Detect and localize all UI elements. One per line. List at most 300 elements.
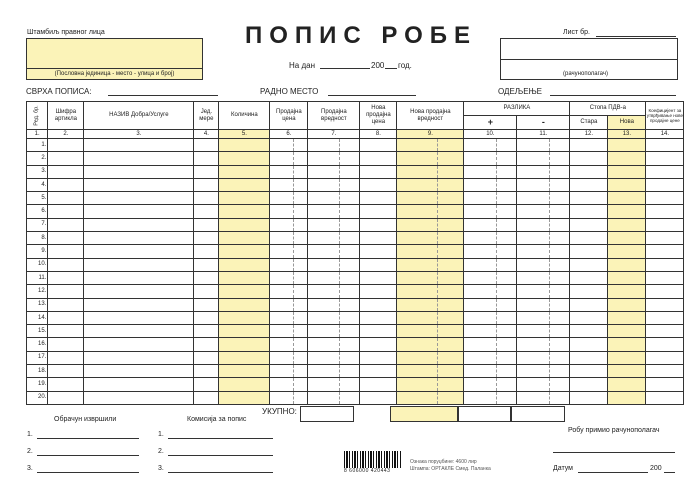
table-cell[interactable] xyxy=(570,258,608,271)
table-cell[interactable] xyxy=(646,258,684,271)
table-cell[interactable] xyxy=(270,351,308,364)
table-cell[interactable] xyxy=(608,165,646,178)
table-cell[interactable] xyxy=(270,325,308,338)
table-cell[interactable] xyxy=(270,245,308,258)
table-cell[interactable] xyxy=(219,391,270,404)
table-cell[interactable] xyxy=(84,258,194,271)
total-plus-cell[interactable] xyxy=(457,406,512,422)
table-cell[interactable] xyxy=(270,285,308,298)
table-cell[interactable] xyxy=(84,232,194,245)
total-value-cell[interactable] xyxy=(300,406,354,422)
row-number: 9. xyxy=(27,245,48,258)
table-cell[interactable] xyxy=(608,311,646,324)
table-cell[interactable] xyxy=(646,245,684,258)
table-cell[interactable] xyxy=(517,351,570,364)
table-cell[interactable] xyxy=(219,298,270,311)
table-cell[interactable] xyxy=(308,325,360,338)
table-cell[interactable] xyxy=(570,205,608,218)
table-cell[interactable] xyxy=(48,152,84,165)
table-cell[interactable] xyxy=(397,192,464,205)
received-signature[interactable] xyxy=(553,452,675,453)
table-cell[interactable] xyxy=(397,205,464,218)
table-cell[interactable] xyxy=(84,311,194,324)
table-cell[interactable] xyxy=(48,218,84,231)
table-row xyxy=(27,271,684,284)
table-cell[interactable] xyxy=(517,139,570,152)
table-cell[interactable] xyxy=(270,391,308,404)
table-cell[interactable] xyxy=(646,325,684,338)
table-cell[interactable] xyxy=(360,298,397,311)
table-cell[interactable] xyxy=(360,285,397,298)
table-cell[interactable] xyxy=(360,245,397,258)
table-cell[interactable] xyxy=(360,351,397,364)
table-cell[interactable] xyxy=(464,165,517,178)
table-cell[interactable] xyxy=(219,152,270,165)
table-cell[interactable] xyxy=(219,338,270,351)
purpose-field[interactable] xyxy=(108,95,218,96)
table-cell[interactable] xyxy=(608,232,646,245)
row-number: 10. xyxy=(27,258,48,271)
table-cell[interactable] xyxy=(608,285,646,298)
table-cell[interactable] xyxy=(397,245,464,258)
table-cell[interactable] xyxy=(84,271,194,284)
table-cell[interactable] xyxy=(608,378,646,391)
table-cell[interactable] xyxy=(397,258,464,271)
table-cell[interactable] xyxy=(517,325,570,338)
table-cell[interactable] xyxy=(360,271,397,284)
footer-date-year-field[interactable] xyxy=(664,472,675,473)
footer-date-field[interactable] xyxy=(578,472,648,473)
table-cell[interactable] xyxy=(219,311,270,324)
table-cell[interactable] xyxy=(219,365,270,378)
table-cell[interactable] xyxy=(308,258,360,271)
table-cell[interactable] xyxy=(48,325,84,338)
table-cell[interactable] xyxy=(646,285,684,298)
table-cell[interactable] xyxy=(194,298,219,311)
table-cell[interactable] xyxy=(308,152,360,165)
table-cell[interactable] xyxy=(48,351,84,364)
table-cell[interactable] xyxy=(194,232,219,245)
table-cell[interactable] xyxy=(646,378,684,391)
table-cell[interactable] xyxy=(464,298,517,311)
table-cell[interactable] xyxy=(48,365,84,378)
table-cell[interactable] xyxy=(308,178,360,191)
table-cell[interactable] xyxy=(570,165,608,178)
table-cell[interactable] xyxy=(397,165,464,178)
table-cell[interactable] xyxy=(270,271,308,284)
table-cell[interactable] xyxy=(270,338,308,351)
table-row xyxy=(27,365,684,378)
table-cell[interactable] xyxy=(84,139,194,152)
table-cell[interactable] xyxy=(517,205,570,218)
table-cell[interactable] xyxy=(219,271,270,284)
table-cell[interactable] xyxy=(48,165,84,178)
table-cell[interactable] xyxy=(517,192,570,205)
decimal-divider xyxy=(293,365,308,377)
table-cell[interactable] xyxy=(219,205,270,218)
table-cell[interactable] xyxy=(608,205,646,218)
table-cell[interactable] xyxy=(570,285,608,298)
table-cell[interactable] xyxy=(48,245,84,258)
table-cell[interactable] xyxy=(646,218,684,231)
calc-mark-2: 2. xyxy=(27,448,33,455)
table-cell[interactable] xyxy=(270,165,308,178)
table-cell[interactable] xyxy=(84,245,194,258)
table-cell[interactable] xyxy=(194,245,219,258)
table-cell[interactable] xyxy=(570,152,608,165)
table-cell[interactable] xyxy=(570,311,608,324)
commission-signature-1[interactable] xyxy=(168,438,273,439)
table-cell[interactable] xyxy=(84,218,194,231)
table-cell[interactable] xyxy=(464,285,517,298)
table-cell[interactable] xyxy=(194,338,219,351)
table-cell[interactable] xyxy=(397,285,464,298)
table-cell[interactable] xyxy=(219,325,270,338)
table-cell[interactable] xyxy=(646,232,684,245)
table-cell[interactable] xyxy=(570,391,608,404)
table-cell[interactable] xyxy=(608,351,646,364)
table-cell[interactable] xyxy=(270,311,308,324)
table-cell[interactable] xyxy=(464,232,517,245)
total-minus-cell[interactable] xyxy=(510,406,565,422)
table-cell[interactable] xyxy=(308,311,360,324)
table-cell[interactable] xyxy=(308,351,360,364)
table-cell[interactable] xyxy=(464,338,517,351)
table-cell[interactable] xyxy=(194,365,219,378)
table-cell[interactable] xyxy=(194,378,219,391)
table-cell[interactable] xyxy=(194,258,219,271)
table-cell[interactable] xyxy=(464,245,517,258)
table-cell[interactable] xyxy=(608,271,646,284)
table-cell[interactable] xyxy=(48,285,84,298)
table-cell[interactable] xyxy=(360,365,397,378)
table-cell[interactable] xyxy=(270,218,308,231)
table-cell[interactable] xyxy=(464,391,517,404)
table-cell[interactable] xyxy=(360,205,397,218)
table-cell[interactable] xyxy=(646,192,684,205)
table-cell[interactable] xyxy=(464,325,517,338)
table-cell[interactable] xyxy=(360,391,397,404)
table-cell[interactable] xyxy=(84,365,194,378)
table-cell[interactable] xyxy=(570,271,608,284)
decimal-divider xyxy=(549,232,570,244)
row-number: 1. xyxy=(27,139,48,152)
table-cell[interactable] xyxy=(464,365,517,378)
table-cell[interactable] xyxy=(360,258,397,271)
table-cell[interactable] xyxy=(608,365,646,378)
table-cell[interactable] xyxy=(219,232,270,245)
table-cell[interactable] xyxy=(194,285,219,298)
table-cell[interactable] xyxy=(48,192,84,205)
table-cell[interactable] xyxy=(84,205,194,218)
table-cell[interactable] xyxy=(219,139,270,152)
table-cell[interactable] xyxy=(397,351,464,364)
table-cell[interactable] xyxy=(308,245,360,258)
table-cell[interactable] xyxy=(570,378,608,391)
table-cell[interactable] xyxy=(360,311,397,324)
table-cell[interactable] xyxy=(517,365,570,378)
table-cell[interactable] xyxy=(48,378,84,391)
table-cell[interactable] xyxy=(360,152,397,165)
table-cell[interactable] xyxy=(397,218,464,231)
table-cell[interactable] xyxy=(646,338,684,351)
commission-signature-2[interactable] xyxy=(168,455,273,456)
table-cell[interactable] xyxy=(608,258,646,271)
table-cell[interactable] xyxy=(308,205,360,218)
table-cell[interactable] xyxy=(646,311,684,324)
table-cell[interactable] xyxy=(48,298,84,311)
table-cell[interactable] xyxy=(397,139,464,152)
table-cell[interactable] xyxy=(308,192,360,205)
table-cell[interactable] xyxy=(270,178,308,191)
table-cell[interactable] xyxy=(646,391,684,404)
table-cell[interactable] xyxy=(464,192,517,205)
calc-signature-3[interactable] xyxy=(37,472,139,473)
commission-signature-3[interactable] xyxy=(168,472,273,473)
row-number: 8. xyxy=(27,232,48,245)
table-cell[interactable] xyxy=(517,258,570,271)
table-cell[interactable] xyxy=(360,325,397,338)
table-cell[interactable] xyxy=(48,311,84,324)
table-cell[interactable] xyxy=(270,192,308,205)
table-cell[interactable] xyxy=(308,285,360,298)
table-cell[interactable] xyxy=(397,152,464,165)
table-cell[interactable] xyxy=(194,271,219,284)
table-cell[interactable] xyxy=(464,152,517,165)
table-cell[interactable] xyxy=(219,178,270,191)
table-cell[interactable] xyxy=(360,192,397,205)
table-cell[interactable] xyxy=(84,178,194,191)
table-cell[interactable] xyxy=(360,165,397,178)
table-cell[interactable] xyxy=(646,152,684,165)
table-cell[interactable] xyxy=(464,218,517,231)
table-cell[interactable] xyxy=(84,378,194,391)
department-field[interactable] xyxy=(550,95,676,96)
table-cell[interactable] xyxy=(308,391,360,404)
table-cell[interactable] xyxy=(517,391,570,404)
row-number: 6. xyxy=(27,205,48,218)
table-cell[interactable] xyxy=(646,351,684,364)
table-cell[interactable] xyxy=(570,192,608,205)
table-cell[interactable] xyxy=(48,271,84,284)
table-cell[interactable] xyxy=(464,378,517,391)
table-cell[interactable] xyxy=(219,378,270,391)
table-cell[interactable] xyxy=(570,325,608,338)
table-cell[interactable] xyxy=(48,338,84,351)
table-cell[interactable] xyxy=(219,218,270,231)
table-cell[interactable] xyxy=(84,351,194,364)
table-cell[interactable] xyxy=(270,298,308,311)
calc-signature-1[interactable] xyxy=(37,438,139,439)
table-cell[interactable] xyxy=(570,298,608,311)
table-cell[interactable] xyxy=(194,325,219,338)
table-cell[interactable] xyxy=(464,258,517,271)
table-cell[interactable] xyxy=(308,218,360,231)
table-cell[interactable] xyxy=(48,391,84,404)
calc-mark-1: 1. xyxy=(27,431,33,438)
total-new-value-cell[interactable] xyxy=(390,406,459,422)
table-cell[interactable] xyxy=(397,298,464,311)
table-cell[interactable] xyxy=(517,311,570,324)
table-cell[interactable] xyxy=(517,218,570,231)
table-cell[interactable] xyxy=(360,139,397,152)
table-cell[interactable] xyxy=(308,298,360,311)
table-cell[interactable] xyxy=(570,139,608,152)
table-cell[interactable] xyxy=(517,165,570,178)
table-cell[interactable] xyxy=(464,139,517,152)
date-year-field[interactable] xyxy=(385,68,397,69)
table-cell[interactable] xyxy=(308,338,360,351)
table-cell[interactable] xyxy=(646,365,684,378)
table-cell[interactable] xyxy=(464,205,517,218)
table-cell[interactable] xyxy=(397,325,464,338)
table-cell[interactable] xyxy=(646,298,684,311)
table-cell[interactable] xyxy=(194,152,219,165)
table-cell[interactable] xyxy=(397,365,464,378)
table-cell[interactable] xyxy=(84,325,194,338)
table-cell[interactable] xyxy=(194,165,219,178)
table-cell[interactable] xyxy=(360,378,397,391)
table-cell[interactable] xyxy=(517,338,570,351)
table-cell[interactable] xyxy=(646,271,684,284)
table-cell[interactable] xyxy=(397,232,464,245)
table-cell[interactable] xyxy=(48,139,84,152)
table-cell[interactable] xyxy=(194,139,219,152)
table-cell[interactable] xyxy=(608,325,646,338)
table-cell[interactable] xyxy=(608,245,646,258)
table-cell[interactable] xyxy=(84,165,194,178)
table-cell[interactable] xyxy=(360,218,397,231)
date-field[interactable] xyxy=(320,68,370,69)
table-cell[interactable] xyxy=(308,271,360,284)
table-cell[interactable] xyxy=(646,178,684,191)
table-cell[interactable] xyxy=(517,245,570,258)
table-cell[interactable] xyxy=(219,165,270,178)
table-cell[interactable] xyxy=(570,245,608,258)
table-cell[interactable] xyxy=(270,152,308,165)
table-cell[interactable] xyxy=(570,338,608,351)
table-cell[interactable] xyxy=(194,351,219,364)
table-cell[interactable] xyxy=(219,285,270,298)
table-cell[interactable] xyxy=(646,139,684,152)
table-cell[interactable] xyxy=(517,178,570,191)
table-cell[interactable] xyxy=(84,192,194,205)
table-cell[interactable] xyxy=(308,378,360,391)
decimal-divider xyxy=(339,139,359,151)
table-cell[interactable] xyxy=(517,232,570,245)
table-cell[interactable] xyxy=(608,218,646,231)
table-cell[interactable] xyxy=(608,139,646,152)
table-cell[interactable] xyxy=(464,351,517,364)
table-cell[interactable] xyxy=(84,152,194,165)
table-cell[interactable] xyxy=(270,365,308,378)
table-cell[interactable] xyxy=(84,338,194,351)
table-cell[interactable] xyxy=(84,298,194,311)
table-cell[interactable] xyxy=(219,192,270,205)
table-cell[interactable] xyxy=(194,178,219,191)
table-cell[interactable] xyxy=(270,232,308,245)
table-cell[interactable] xyxy=(608,192,646,205)
table-cell[interactable] xyxy=(570,365,608,378)
sheet-field[interactable] xyxy=(596,36,676,37)
table-cell[interactable] xyxy=(570,218,608,231)
table-cell[interactable] xyxy=(194,311,219,324)
table-cell[interactable] xyxy=(608,152,646,165)
table-cell[interactable] xyxy=(570,351,608,364)
table-cell[interactable] xyxy=(48,232,84,245)
table-cell[interactable] xyxy=(270,378,308,391)
table-cell[interactable] xyxy=(608,338,646,351)
decimal-divider xyxy=(496,378,517,390)
table-cell[interactable] xyxy=(219,351,270,364)
table-cell[interactable] xyxy=(517,378,570,391)
table-cell[interactable] xyxy=(270,205,308,218)
calc-signature-2[interactable] xyxy=(37,455,139,456)
decimal-divider xyxy=(437,166,463,178)
table-cell[interactable] xyxy=(219,258,270,271)
table-cell[interactable] xyxy=(517,271,570,284)
decimal-divider xyxy=(339,219,359,231)
table-cell[interactable] xyxy=(84,391,194,404)
table-cell[interactable] xyxy=(608,391,646,404)
table-cell[interactable] xyxy=(360,232,397,245)
footer-date-year: 200 xyxy=(650,465,662,472)
table-cell[interactable] xyxy=(360,338,397,351)
table-cell[interactable] xyxy=(517,152,570,165)
decimal-divider xyxy=(496,232,517,244)
decimal-divider xyxy=(437,259,463,271)
table-cell[interactable] xyxy=(517,298,570,311)
table-cell[interactable] xyxy=(219,245,270,258)
table-cell[interactable] xyxy=(270,258,308,271)
table-cell[interactable] xyxy=(397,271,464,284)
table-cell[interactable] xyxy=(48,178,84,191)
table-cell[interactable] xyxy=(308,139,360,152)
row-number: 13. xyxy=(27,298,48,311)
table-cell[interactable] xyxy=(608,298,646,311)
table-cell[interactable] xyxy=(194,205,219,218)
purpose-label: СВРХА ПОПИСА: xyxy=(26,87,92,96)
table-cell[interactable] xyxy=(397,391,464,404)
table-cell[interactable] xyxy=(464,311,517,324)
table-cell[interactable] xyxy=(570,178,608,191)
table-cell[interactable] xyxy=(308,232,360,245)
table-cell[interactable] xyxy=(194,391,219,404)
table-cell[interactable] xyxy=(397,338,464,351)
table-cell[interactable] xyxy=(397,378,464,391)
table-cell[interactable] xyxy=(270,139,308,152)
table-cell[interactable] xyxy=(84,285,194,298)
table-cell[interactable] xyxy=(608,178,646,191)
table-cell[interactable] xyxy=(397,178,464,191)
table-cell[interactable] xyxy=(464,178,517,191)
table-cell[interactable] xyxy=(194,192,219,205)
table-cell[interactable] xyxy=(464,271,517,284)
table-cell[interactable] xyxy=(570,232,608,245)
table-cell[interactable] xyxy=(397,311,464,324)
workplace-field[interactable] xyxy=(328,95,416,96)
table-cell[interactable] xyxy=(308,165,360,178)
table-cell[interactable] xyxy=(48,258,84,271)
table-cell[interactable] xyxy=(646,165,684,178)
row-number: 18. xyxy=(27,365,48,378)
table-cell[interactable] xyxy=(308,365,360,378)
table-cell[interactable] xyxy=(194,218,219,231)
table-cell[interactable] xyxy=(517,285,570,298)
table-cell[interactable] xyxy=(646,205,684,218)
table-cell[interactable] xyxy=(48,205,84,218)
table-cell[interactable] xyxy=(360,178,397,191)
